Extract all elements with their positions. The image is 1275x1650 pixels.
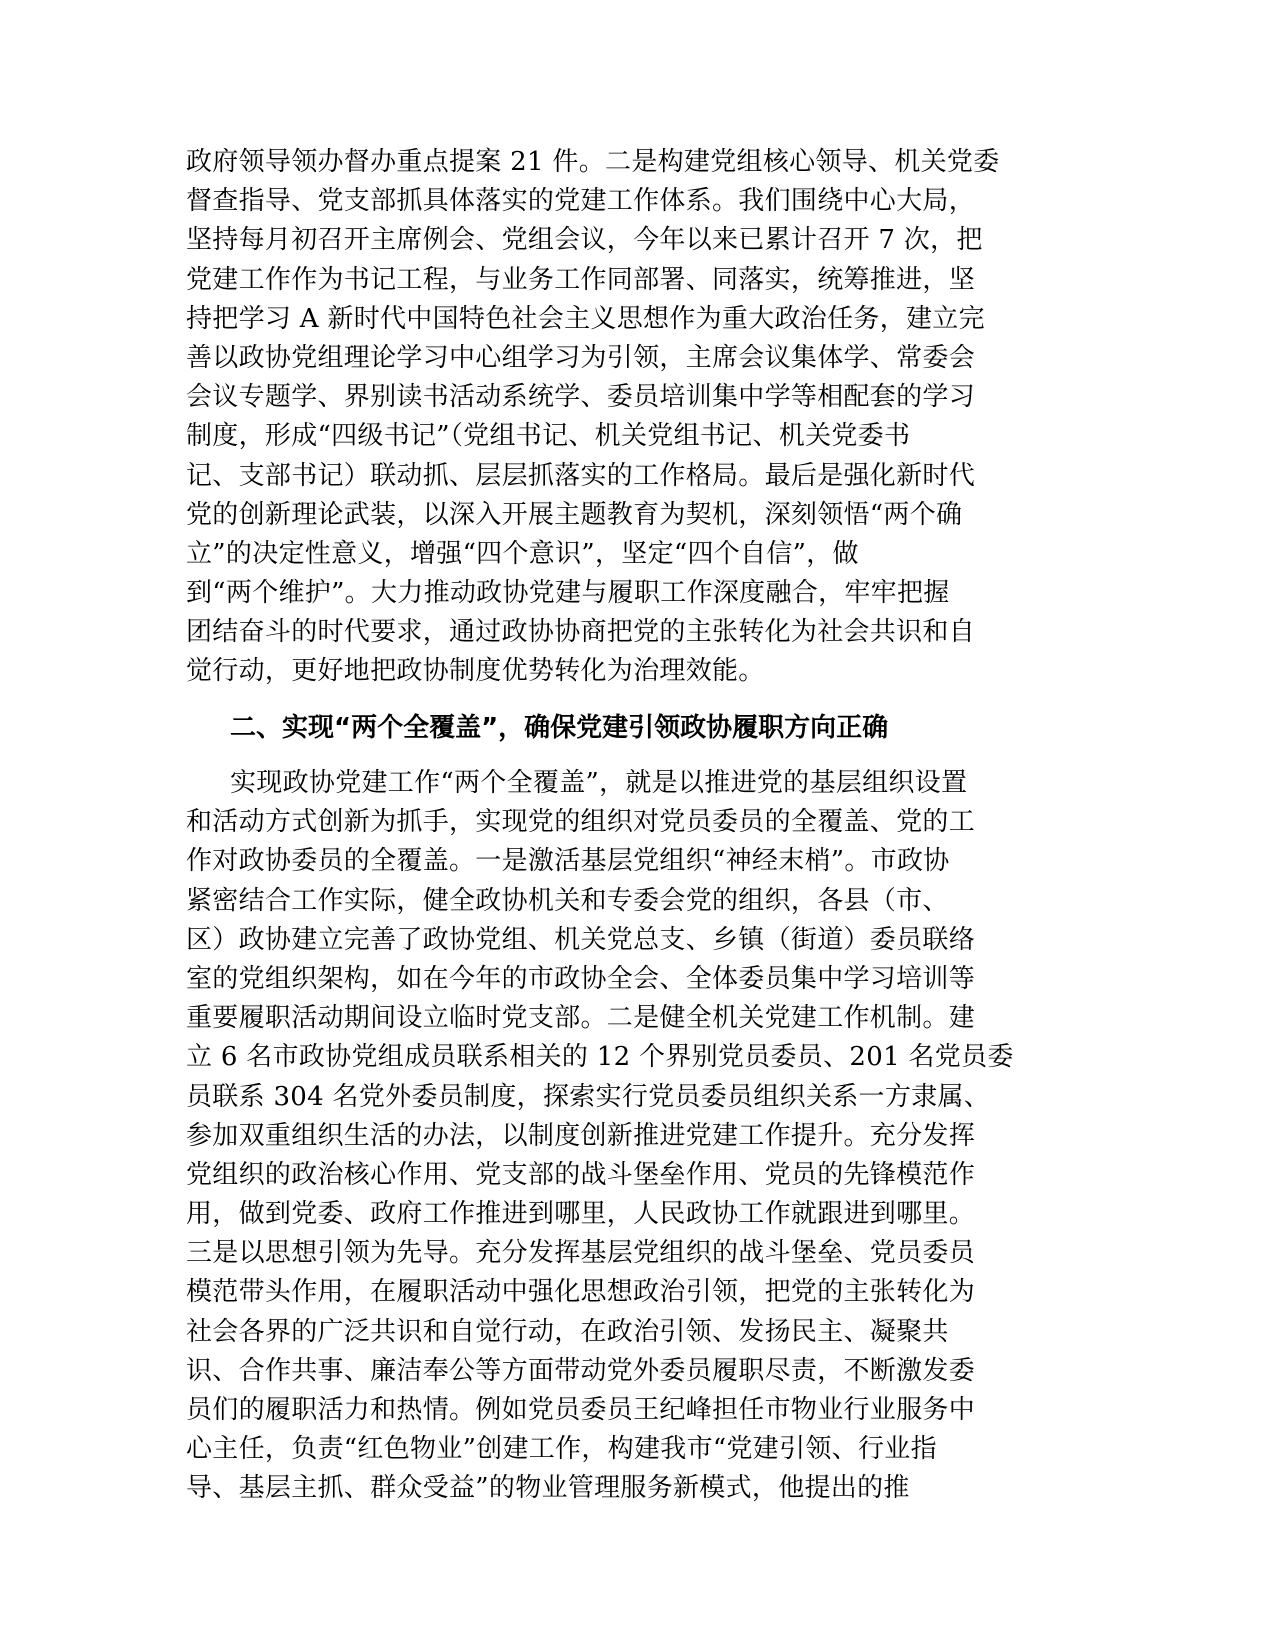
- text-line: 实现政协党建工作“两个全覆盖”，就是以推进党的基层组织设置: [230, 768, 968, 798]
- text-line: 心主任，负责“红色物业”创建工作，构建我市“党建引领、行业指: [186, 1434, 937, 1465]
- text-line: 党的创新理论武装，以深入开展主题教育为契机，深刻领悟“两个确: [186, 499, 963, 530]
- text-line: 善以政协党组理论学习中心组学习为引领，主席会议集体学、常委会: [186, 342, 976, 373]
- paragraph-1: [186, 143, 1086, 692]
- text-line: 员们的履职活力和热情。例如党员委员王纪峰担任市物业行业服务中: [186, 1395, 976, 1425]
- text-line: 立 6 名市政协党组成员联系相关的 12 个界别党员委员、201 名党员委: [186, 1042, 1014, 1073]
- text-line: 政府领导领办督办重点提案 21 件。二是构建党组核心领导、机关党委: [186, 147, 1000, 177]
- text-line: 会议专题学、界别读书活动系统学、委员培训集中学等相配套的学习: [186, 382, 976, 413]
- text-line: 觉行动，更好地把政协制度优势转化为治理效能。: [186, 656, 765, 687]
- text-line: 识、合作共事、廉洁奉公等方面带动党外委员履职尽责，不断激发委: [186, 1355, 976, 1386]
- text-line: 和活动方式创新为抓手，实现党的组织对党员委员的全覆盖、党的工: [186, 807, 976, 838]
- text-line: 记、支部书记）联动抓、层层抓落实的工作格局。最后是强化新时代: [186, 460, 976, 491]
- text-line: 党建工作作为书记工程，与业务工作同部署、同落实，统筹推进，坚: [186, 264, 976, 295]
- text-line: 用，做到党委、政府工作推进到哪里，人民政协工作就跟进到哪里。: [186, 1199, 976, 1230]
- text-line: 室的党组织架构，如在今年的市政协全会、全体委员集中学习培训等: [186, 963, 976, 994]
- text-line: 团结奋斗的时代要求，通过政协协商把党的主张转化为社会共识和自: [186, 617, 976, 648]
- text-line: 党组织的政治核心作用、党支部的战斗堡垒作用、党员的先锋模范作: [186, 1159, 976, 1190]
- text-line: 模范带头作用，在履职活动中强化思想政治引领，把党的主张转化为: [186, 1277, 976, 1308]
- text-line: 导、基层主抓、群众受益”的物业管理服务新模式，他提出的推: [186, 1473, 910, 1504]
- text-line: 员联系 304 名党外委员制度，探索实行党员委员组织关系一方隶属、: [186, 1081, 991, 1112]
- text-line: 督查指导、党支部抓具体落实的党建工作体系。我们围绕中心大局，: [186, 186, 976, 217]
- text-line: 三是以思想引领为先导。充分发挥基层党组织的战斗堡垒、党员委员: [186, 1238, 976, 1269]
- text-line: 持把学习 A 新时代中国特色社会主义思想作为重大政治任务，建立完: [186, 303, 985, 334]
- text-line: 作对政协委员的全覆盖。一是激活基层党组织“神经末梢”。市政协: [186, 846, 950, 877]
- text-line: 社会各界的广泛共识和自觉行动，在政治引领、发扬民主、凝聚共: [186, 1316, 949, 1347]
- section-heading: 二、实现“两个全覆盖”，确保党建引领政协履职方向正确: [230, 713, 889, 743]
- text-line: 制度，形成“四级书记”（党组书记、机关党组书记、机关党委书: [186, 421, 911, 452]
- text-line: 重要履职活动期间设立临时党支部。二是健全机关党建工作机制。建: [186, 1003, 976, 1034]
- text-line: 紧密结合工作实际，健全政协机关和专委会党的组织，各县（市、: [186, 885, 949, 916]
- text-line: 坚持每月初召开主席例会、党组会议，今年以来已累计召开 7 次，把: [186, 225, 983, 256]
- text-line: 区）政协建立完善了政协党组、机关党总支、乡镇（街道）委员联络: [186, 924, 976, 955]
- paragraph-2: [186, 764, 1086, 1509]
- text-line: 立”的决定性意义，增强“四个意识”，坚定“四个自信”，做: [186, 538, 859, 569]
- text-line: 到“两个维护”。大力推动政协党建与履职工作深度融合，牢牢把握: [186, 578, 950, 609]
- text-line: 参加双重组织生活的办法，以制度创新推进党建工作提升。充分发挥: [186, 1120, 976, 1151]
